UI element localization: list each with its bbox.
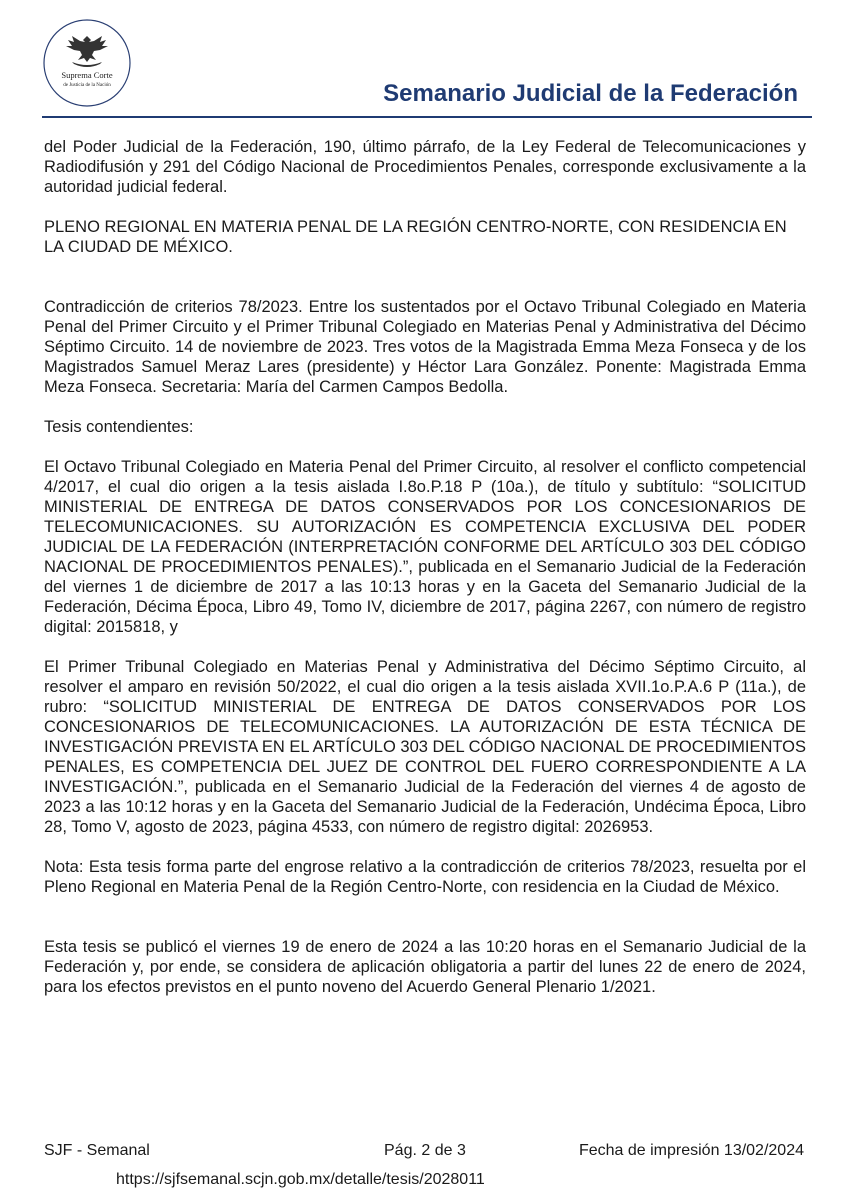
paragraph-continuation: del Poder Judicial de la Federación, 190, último párrafo, de la Ley Federal de Telecomunicaciones y Radiodifusión y 291 del Código Nacional de Procedimientos Penales, corresponde exclusivamente a la autoridad judicial federal. (44, 138, 806, 196)
footer-page-number: Pág. 2 de 3 (384, 1142, 466, 1159)
footer-source: SJF - Semanal (44, 1142, 150, 1159)
suprema-corte-logo (42, 18, 132, 108)
logo-text-line1: Suprema Corte (61, 70, 113, 80)
page-footer (44, 1142, 804, 1162)
paragraph-tesis-heading: Tesis contendientes: (44, 418, 194, 436)
paragraph-tesis-2: El Primer Tribunal Colegiado en Materias Penal y Administrativa del Décimo Séptimo Circuito, al resolver el amparo en revisión 50/2022, el cual dio origen a la tesis aislada XVII.1o.P.A.6 P (11a.), de rubro: “SOLICITUD MINISTERIAL DE ENTREGA DE DATOS CONSERVADOS POR LOS CONCESIONARIOS DE TELECOMUNICACIONES. LA AUTORIZACIÓN DE ESTA TÉCNICA DE INVESTIGACIÓN PREVISTA EN EL ARTÍCULO 303 DEL CÓDIGO NACIONAL DE PROCEDIMIENTOS PENALES, ES COMPETENCIA DEL JUEZ DE CONTROL DEL FUERO CORRESPONDIENTE A LA INVESTIGACIÓN.”, publicada en el Semanario Judicial de la Federación del viernes 4 de agosto de 2023 a las 10:12 horas y en la Gaceta del Semanario Judicial de la Federación, Undécima Época, Libro 28, Tomo V, agosto de 2023, página 4533, con número de registro digital: 2026953. (44, 658, 806, 836)
paragraph-nota: Nota: Esta tesis forma parte del engrose relativo a la contradicción de criterios 78/2023, resuelta por el Pleno Regional en Materia Penal de la Región Centro-Norte, con residencia en la Ciudad de México. (44, 858, 806, 896)
document-body (44, 137, 806, 1017)
logo-text-line2: de Justicia de la Nación (63, 83, 111, 88)
paragraph-court: PLENO REGIONAL EN MATERIA PENAL DE LA REGIÓN CENTRO-NORTE, CON RESIDENCIA EN LA CIUDAD DE MÉXICO. (44, 218, 787, 256)
footer-print-date: Fecha de impresión 13/02/2024 (578, 1142, 804, 1159)
footer-url-link[interactable]: https://sjfsemanal.scjn.gob.mx/detalle/tesis/2028011 (116, 1171, 485, 1188)
paragraph-tesis-1: El Octavo Tribunal Colegiado en Materia Penal del Primer Circuito, al resolver el conflicto competencial 4/2017, el cual dio origen a la tesis aislada I.8o.P.18 P (10a.), de título y subtítulo: “SOLICITUD MINISTERIAL DE ENTREGA DE DATOS CONSERVADOS POR LOS CONCESIONARIOS DE TELECOMUNICACIONES. SU AUTORIZACIÓN ES COMPETENCIA EXCLUSIVA DEL PODER JUDICIAL DE LA FEDERACIÓN (INTERPRETACIÓN CONFORME DEL ARTÍCULO 303 DEL CÓDIGO NACIONAL DE PROCEDIMIENTOS PENALES).”, publicada en el Semanario Judicial de la Federación del viernes 1 de diciembre de 2017 a las 10:13 horas y en la Gaceta del Semanario Judicial de la Federación, Décima Época, Libro 49, Tomo IV, diciembre de 2017, página 2267, con número de registro digital: 2015818, y (44, 458, 806, 636)
header-divider (42, 116, 812, 118)
paragraph-publicacion: Esta tesis se publicó el viernes 19 de enero de 2024 a las 10:20 horas en el Semanario Judicial de la Federación y, por ende, se considera de aplicación obligatoria a partir del lunes 22 de enero de 2024, para los efectos previstos en el punto noveno del Acuerdo General Plenario 1/2021. (44, 938, 806, 996)
paragraph-contradiccion: Contradicción de criterios 78/2023. Entre los sustentados por el Octavo Tribunal Colegiado en Materia Penal del Primer Circuito y el Primer Tribunal Colegiado en Materias Penal y Administrativa del Décimo Séptimo Circuito. 14 de noviembre de 2023. Tres votos de la Magistrada Emma Meza Fonseca y de los Magistrados Samuel Meraz Lares (presidente) y Héctor Lara González. Ponente: Magistrada Emma Meza Fonseca. Secretaria: María del Carmen Campos Bedolla. (44, 298, 806, 396)
page-header-title: Semanario Judicial de la Federación (383, 80, 798, 107)
